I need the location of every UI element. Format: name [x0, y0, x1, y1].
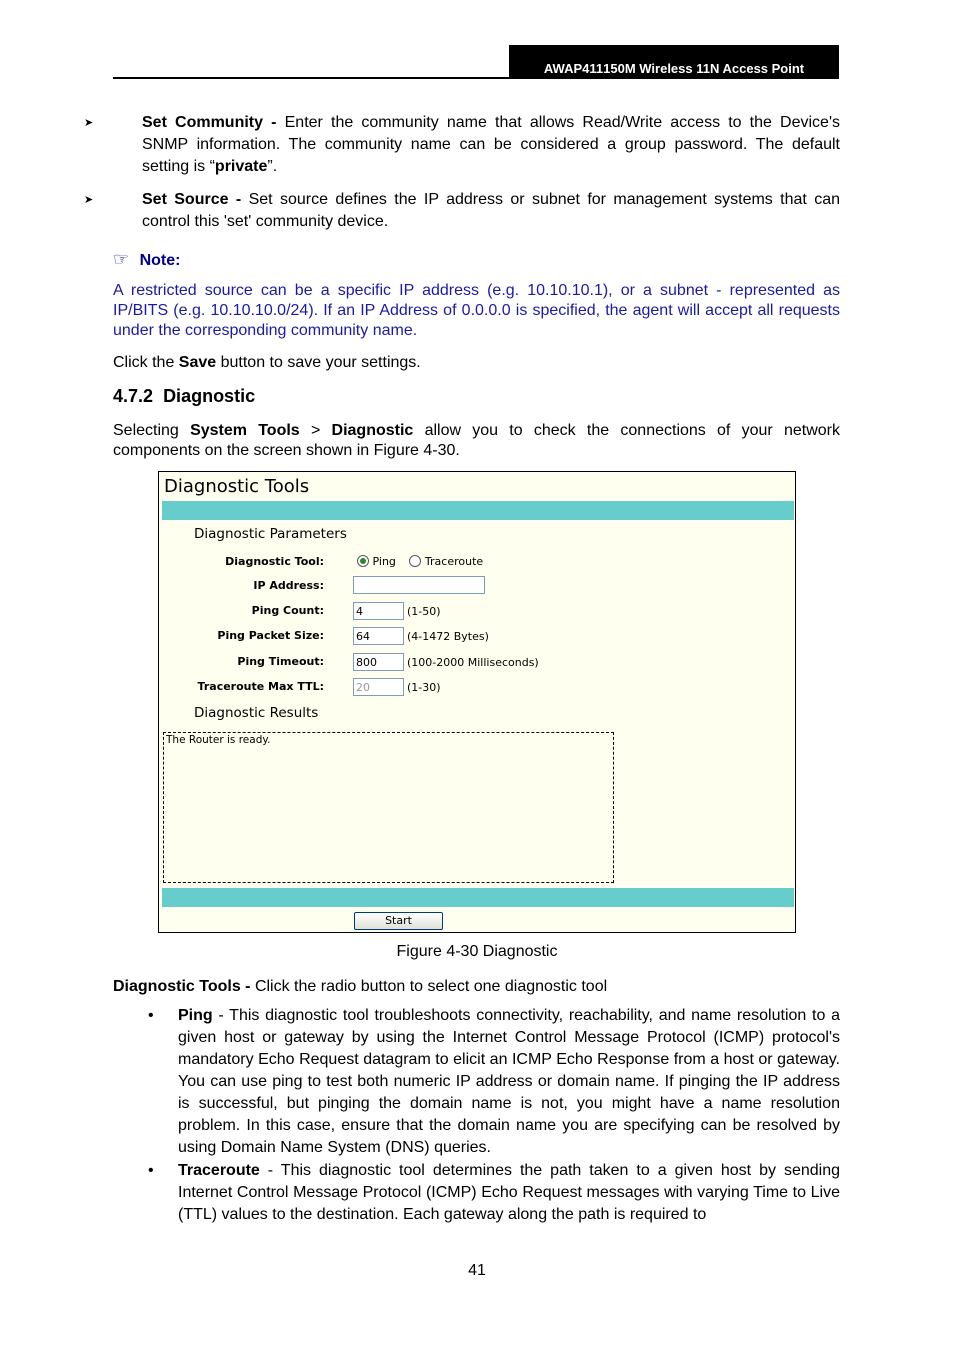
tools-line-text: Click the radio button to select one diagnostic tool	[254, 978, 608, 995]
figure-caption: Figure 4-30 Diagnostic	[396, 943, 558, 960]
ping-timeout-hint: (100-2000 Milliseconds)	[407, 656, 539, 669]
bullet-set-community	[84, 112, 841, 178]
ip-address-input[interactable]	[353, 576, 485, 594]
bullet-set-source	[84, 189, 841, 233]
ping-packet-size-input[interactable]: 64	[353, 627, 404, 645]
ping-count-input[interactable]: 4	[353, 602, 404, 620]
page-number: 41	[468, 1262, 486, 1279]
header-banner	[509, 45, 839, 79]
section-heading	[113, 386, 255, 407]
save-pre: Click the	[113, 354, 179, 371]
bottom-band	[162, 888, 794, 907]
default-value: private	[214, 158, 268, 175]
ping-count-hint: (1-50)	[407, 605, 441, 618]
radio-selected-icon	[357, 555, 369, 567]
term-traceroute: Traceroute	[178, 1162, 260, 1179]
ping-timeout-label: Ping Timeout:	[237, 655, 324, 668]
ping-packet-size-label: Ping Packet Size:	[217, 629, 324, 642]
tools-list	[148, 1005, 840, 1226]
radio-ping-label: Ping	[372, 555, 396, 568]
header-model: AWAP411	[543, 61, 604, 76]
intro-bold-1: System Tools	[190, 422, 300, 439]
term-set-source: Set Source -	[142, 191, 249, 208]
header-rule	[113, 77, 509, 79]
note-label: Note:	[139, 252, 181, 269]
tools-description	[113, 976, 840, 998]
intro-pre: Selecting	[113, 422, 191, 439]
list-item-ping	[148, 1005, 840, 1159]
arrow-bullet-icon: ➤	[84, 194, 94, 206]
radio-traceroute-label: Traceroute	[424, 555, 484, 568]
text-ping: - This diagnostic tool troubleshoots connectivity, reachability, and name resolution to a given host or gateway by using the Internet Control Message Protocol (ICMP) protocol's mandatory Echo Request datagram to elicit an ICMP Echo Response from a host or gateway. You can use ping to test both numeric IP address or domain name. If pinging the IP address is successful, but pinging the domain name is not, you might have a name resolution problem. In this case, ensure that the domain name you are specifying can be resolved by using Domain Name System (DNS) queries.	[178, 1007, 840, 1156]
term-set-community: Set Community -	[142, 114, 285, 131]
traceroute-ttl-label: Traceroute Max TTL:	[197, 680, 324, 693]
section-title: Diagnostic	[163, 386, 256, 406]
term-ping: Ping	[178, 1007, 213, 1024]
text-set-community: Enter the community name that allows Read/Write access to the Device's SNMP information. The community name can be considered a group password. The default setting is “	[142, 114, 841, 175]
intro-mid: >	[299, 422, 332, 439]
top-band	[162, 501, 794, 520]
text-traceroute: - This diagnostic tool determines the path taken to a given host by sending Internet Control Message Protocol (ICMP) Echo Request messages with varying Time to Live (TTL) values to the destination. Each gateway along the path is required to	[178, 1162, 840, 1223]
list-item-traceroute	[148, 1160, 840, 1226]
bullet-dot-icon: •	[148, 1007, 154, 1024]
diagnostic-tools-panel	[158, 471, 796, 933]
intro-bold-2: Diagnostic	[331, 422, 414, 439]
tool-label: Diagnostic Tool:	[225, 555, 324, 568]
intro-paragraph	[113, 421, 840, 461]
traceroute-ttl-input[interactable]: 20	[353, 678, 404, 696]
radio-unselected-icon	[409, 555, 421, 567]
radio-ping[interactable]	[357, 555, 396, 568]
save-post: button to save your settings.	[216, 354, 421, 371]
ping-count-label: Ping Count:	[251, 604, 324, 617]
start-button[interactable]: Start	[354, 912, 443, 930]
results-heading: Diagnostic Results	[194, 705, 319, 721]
tool-radio-group	[357, 555, 483, 568]
arrow-bullet-icon: ➤	[84, 117, 94, 129]
tools-line-bold: Diagnostic Tools -	[113, 978, 255, 995]
header-product: 150M Wireless 11N Access Point	[603, 61, 805, 76]
section-number: 4.7.2	[113, 386, 154, 406]
params-heading: Diagnostic Parameters	[194, 526, 347, 542]
pointing-hand-icon: ☞	[113, 249, 130, 269]
panel-title: Diagnostic Tools	[164, 476, 310, 497]
save-instruction	[113, 352, 840, 374]
ip-address-label: IP Address:	[253, 579, 324, 592]
ping-timeout-input[interactable]: 800	[353, 653, 404, 671]
text-set-community-end: ”.	[267, 158, 278, 175]
intro-post: allow you to check the connections of your network components on the screen shown in Figure 4-30.	[113, 422, 841, 459]
results-textarea[interactable]: The Router is ready.	[163, 732, 614, 883]
save-bold: Save	[178, 354, 217, 371]
note-heading	[113, 249, 180, 270]
traceroute-ttl-hint: (1-30)	[407, 681, 441, 694]
ping-packet-size-hint: (4-1472 Bytes)	[407, 630, 489, 643]
bullet-dot-icon: •	[148, 1162, 154, 1179]
radio-traceroute[interactable]	[409, 555, 483, 568]
note-text: A restricted source can be a specific IP address (e.g. 10.10.10.1), or a subnet - represented as IP/BITS (e.g. 10.10.10.0/24). If an IP Address of 0.0.0.0 is specified, the agent will accept all requests under the corresponding community name.	[113, 282, 840, 339]
text-set-source: Set source defines the IP address or subnet for management systems that can control this 'set' community device.	[142, 191, 841, 230]
